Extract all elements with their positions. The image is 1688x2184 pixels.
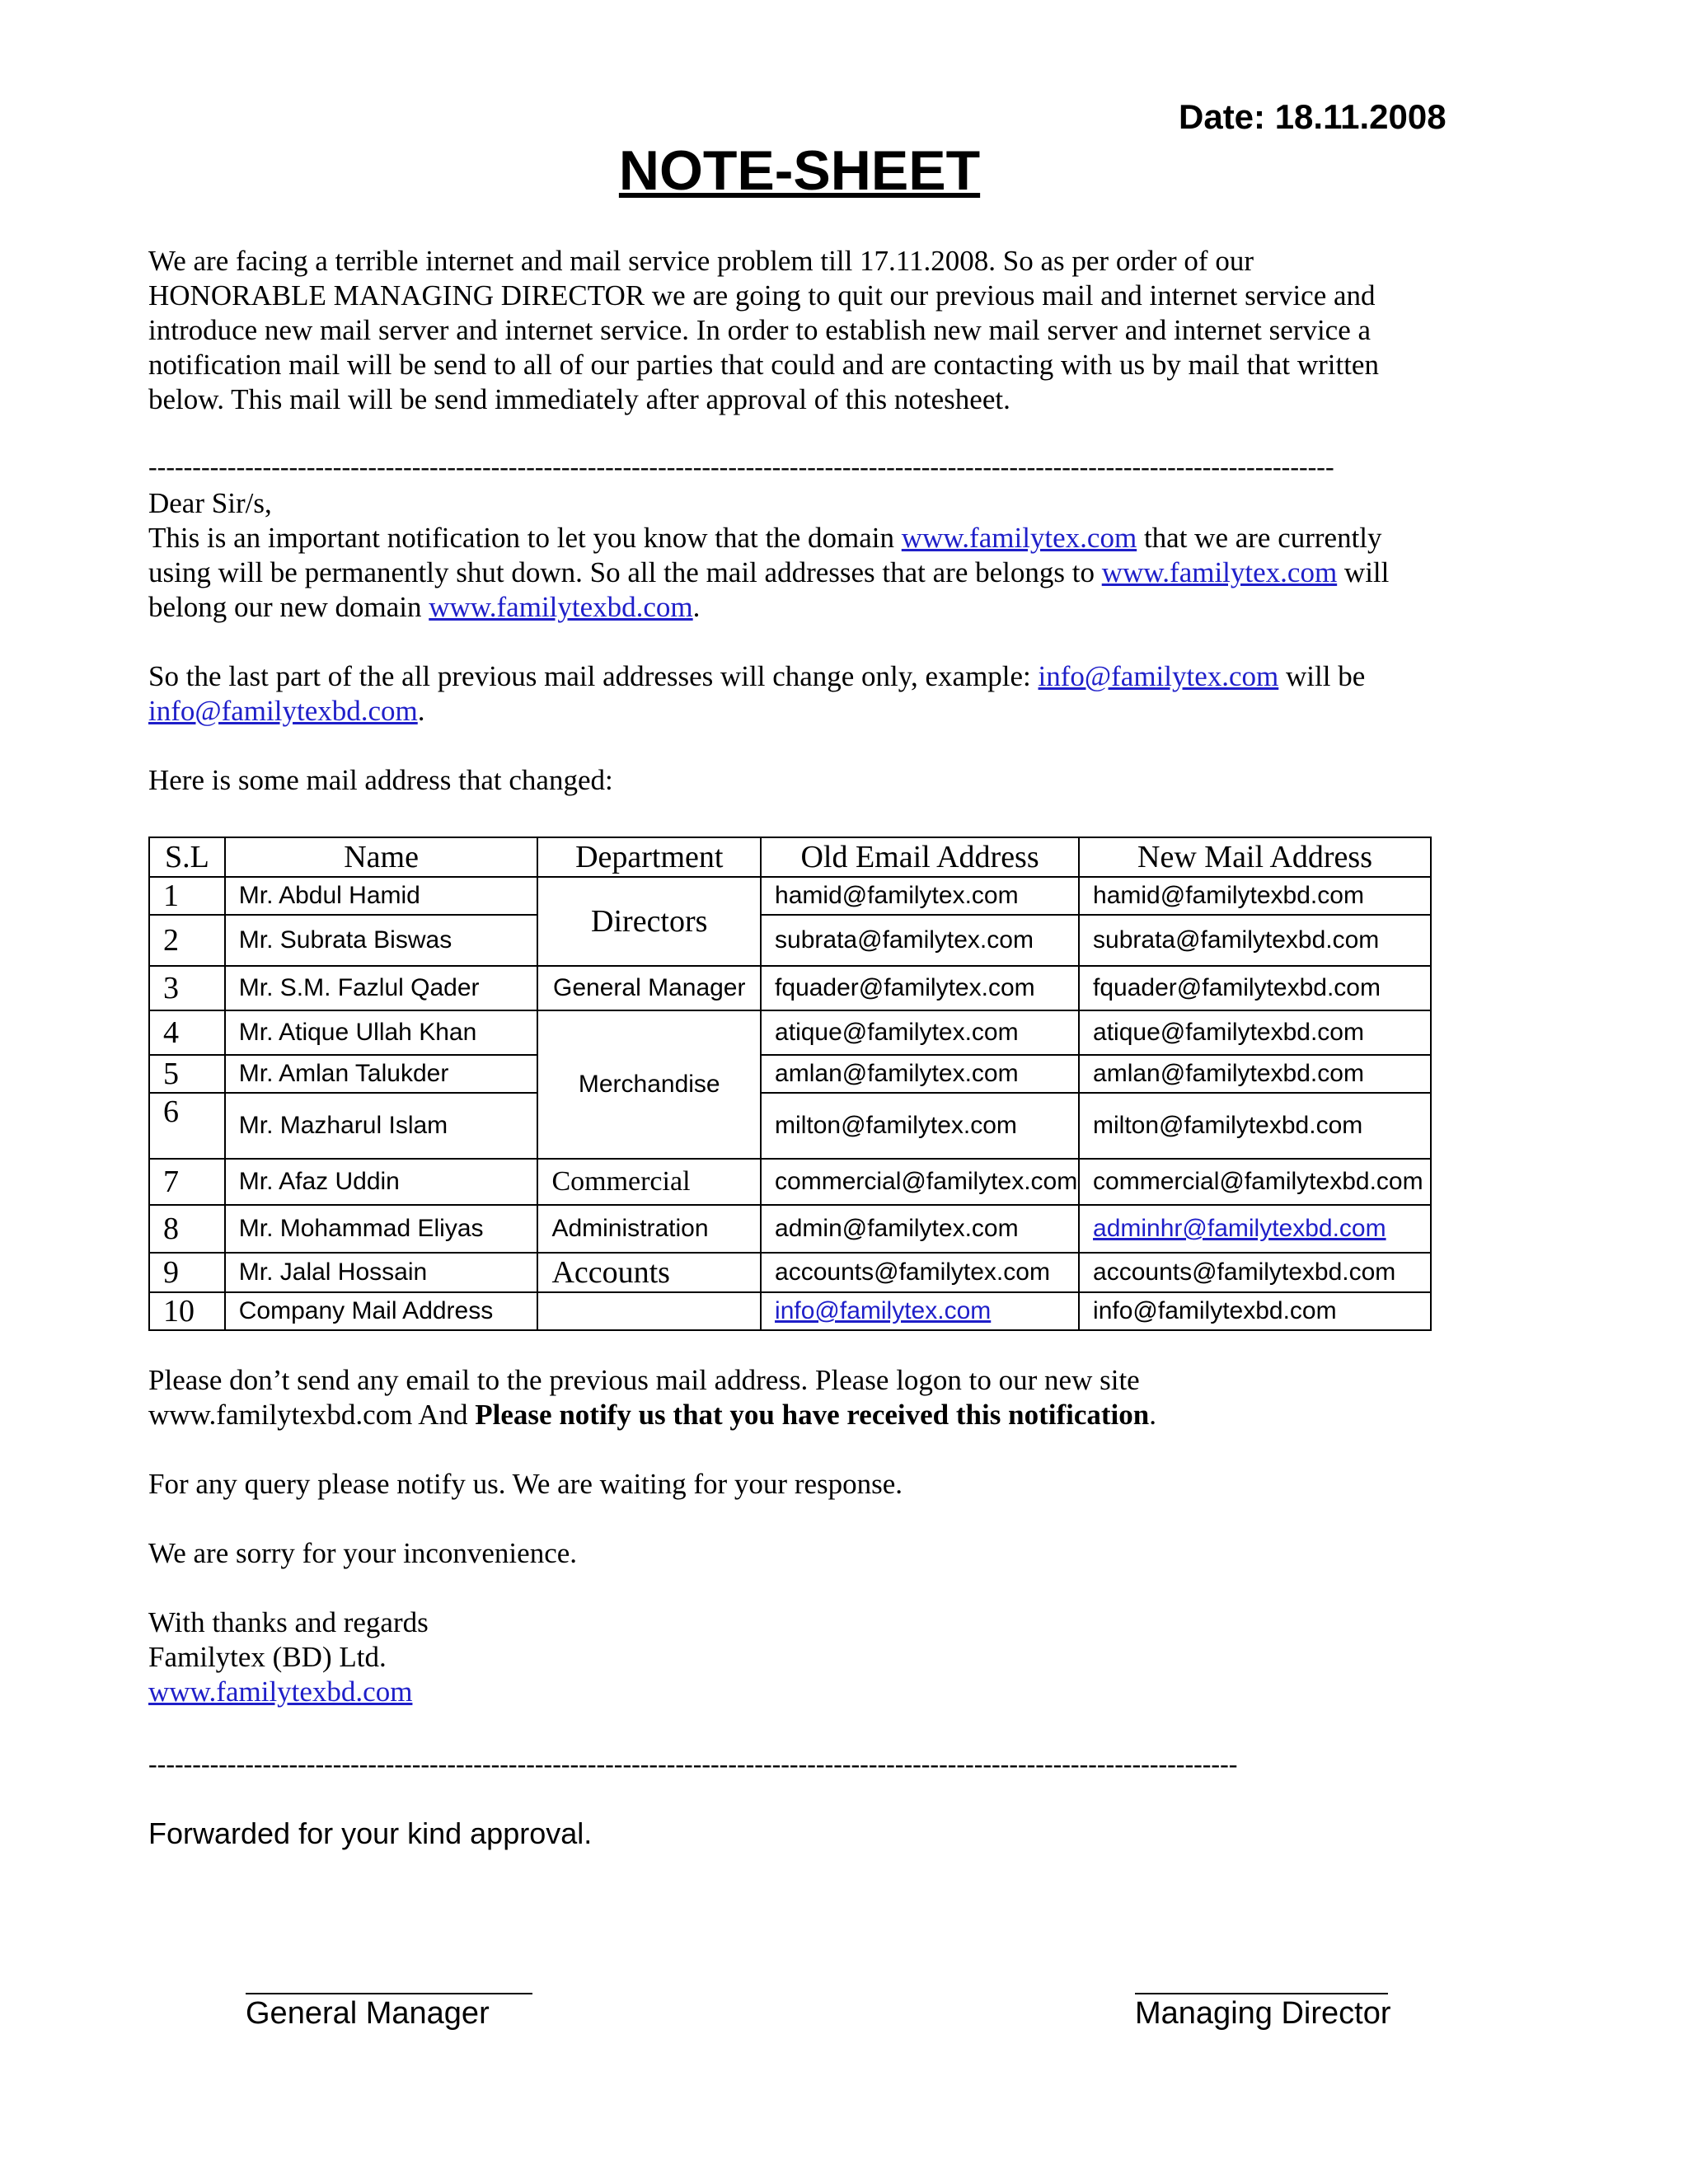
new-email-cell: accounts@familytexbd.com <box>1079 1253 1431 1292</box>
old-email-cell: admin@familytex.com <box>761 1205 1079 1253</box>
sl-cell: 4 <box>149 1010 225 1055</box>
header-sl: S.L <box>149 837 225 877</box>
signature-managing-director: Managing Director <box>1135 1996 1391 2031</box>
name-cell: Mr. Afaz Uddin <box>225 1159 538 1205</box>
table-row <box>149 1253 1431 1292</box>
name-cell: Mr. Subrata Biswas <box>225 915 538 966</box>
intro-line: HONORABLE MANAGING DIRECTOR we are going to quit our previous mail and internet service and <box>148 279 1376 312</box>
department-cell: Commercial <box>537 1159 761 1205</box>
text: . <box>1149 1399 1156 1431</box>
website-link <box>148 1675 1451 1709</box>
text: belong our new domain <box>148 591 429 623</box>
intro-line: below. This mail will be send immediately after approval of this notesheet. <box>148 383 1010 415</box>
department-cell <box>537 1292 761 1330</box>
letter-body <box>148 486 1451 798</box>
letter-line <box>148 694 1451 729</box>
name-cell: Mr. Jalal Hossain <box>225 1253 538 1292</box>
intro-line: introduce new mail server and internet service. In order to establish new mail server and internet service a <box>148 314 1372 346</box>
text: So the last part of the all previous mail addresses will change only, example: <box>148 660 1039 692</box>
department-cell: Merchandise <box>537 1010 761 1159</box>
sl-cell: 7 <box>149 1159 225 1205</box>
name-cell: Mr. Mohammad Eliyas <box>225 1205 538 1253</box>
name-cell: Company Mail Address <box>225 1292 538 1330</box>
text: using will be permanently shut down. So all the mail addresses that are belongs to <box>148 556 1102 588</box>
name-cell: Mr. Mazharul Islam <box>225 1093 538 1159</box>
letter-line <box>148 521 1451 555</box>
old-email-cell: subrata@familytex.com <box>761 915 1079 966</box>
text: . <box>692 591 701 623</box>
new-email-cell: hamid@familytexbd.com <box>1079 877 1431 915</box>
sl-cell: 9 <box>149 1253 225 1292</box>
letter-line <box>148 590 1451 625</box>
text: will be <box>1278 660 1366 692</box>
sl-cell: 6 <box>149 1093 225 1159</box>
closing-body <box>148 1363 1451 1709</box>
letter-line <box>148 555 1451 590</box>
header-department: Department <box>537 837 761 877</box>
adminhr-email-link[interactable]: adminhr@familytexbd.com <box>1093 1215 1386 1242</box>
new-email-cell: atique@familytexbd.com <box>1079 1010 1431 1055</box>
sl-cell: 2 <box>149 915 225 966</box>
website-link-text[interactable]: www.familytexbd.com <box>148 1675 413 1708</box>
closing-line: For any query please notify us. We are waiting for your response. <box>148 1468 903 1500</box>
name-cell: Mr. S.M. Fazlul Qader <box>225 966 538 1010</box>
sl-cell: 3 <box>149 966 225 1010</box>
old-email-cell: commercial@familytex.com <box>761 1159 1079 1205</box>
intro-paragraph <box>148 244 1451 417</box>
sl-cell: 5 <box>149 1055 225 1093</box>
regards: With thanks and regards <box>148 1606 429 1638</box>
old-email-cell: milton@familytex.com <box>761 1093 1079 1159</box>
intro-line: We are facing a terrible internet and mail service problem till 17.11.2008. So as per order of our <box>148 245 1254 277</box>
table-row <box>149 877 1431 915</box>
table-row <box>149 1010 1431 1055</box>
example-new-email-link[interactable]: info@familytexbd.com <box>148 695 418 727</box>
table-row <box>149 1292 1431 1330</box>
intro-line: notification mail will be send to all of our parties that could and are contacting with us by mail that written <box>148 349 1379 381</box>
company-name: Familytex (BD) Ltd. <box>148 1641 387 1673</box>
date: Date: 18.11.2008 <box>1179 97 1447 136</box>
page-title: NOTE-SHEET <box>618 139 981 202</box>
familytexbd-link[interactable]: www.familytexbd.com <box>429 591 693 623</box>
text: This is an important notification to let you know that the domain <box>148 522 902 554</box>
example-old-email-link[interactable]: info@familytex.com <box>1038 660 1279 692</box>
old-email-cell: accounts@familytex.com <box>761 1253 1079 1292</box>
text: www.familytexbd.com And <box>148 1399 476 1431</box>
sl-cell: 1 <box>149 877 225 915</box>
text: will <box>1337 556 1390 588</box>
table-row <box>149 1159 1431 1205</box>
new-email-cell: fquader@familytexbd.com <box>1079 966 1431 1010</box>
new-email-cell: info@familytexbd.com <box>1079 1292 1431 1330</box>
forward-note: Forwarded for your kind approval. <box>148 1816 593 1850</box>
department-cell: General Manager <box>537 966 761 1010</box>
new-email-cell: subrata@familytexbd.com <box>1079 915 1431 966</box>
name-cell: Mr. Atique Ullah Khan <box>225 1010 538 1055</box>
text: that we are currently <box>1137 522 1382 554</box>
notify-text: Please notify us that you have received this notification <box>475 1399 1150 1431</box>
old-email-cell <box>761 1292 1079 1330</box>
salutation: Dear Sir/s, <box>148 487 272 519</box>
email-change-table <box>148 837 1432 1331</box>
table-row <box>149 915 1431 966</box>
signature-line-right <box>1135 1993 1388 1994</box>
table-row <box>149 1055 1431 1093</box>
old-email-cell: amlan@familytex.com <box>761 1055 1079 1093</box>
signature-general-manager: General Manager <box>246 1996 490 2031</box>
table-row <box>149 1093 1431 1159</box>
closing-line <box>148 1398 1451 1432</box>
letter-line: Here is some mail address that changed: <box>148 764 613 796</box>
new-email-cell: amlan@familytexbd.com <box>1079 1055 1431 1093</box>
info-email-link[interactable]: info@familytex.com <box>775 1297 992 1324</box>
name-cell: Mr. Amlan Talukder <box>225 1055 538 1093</box>
familytex-link[interactable]: www.familytex.com <box>1101 556 1338 588</box>
signature-line-left <box>246 1993 532 1994</box>
header-name: Name <box>225 837 538 877</box>
old-email-cell: atique@familytex.com <box>761 1010 1079 1055</box>
department-cell: Administration <box>537 1205 761 1253</box>
sl-cell: 10 <box>149 1292 225 1330</box>
old-email-cell: fquader@familytex.com <box>761 966 1079 1010</box>
new-email-cell <box>1079 1205 1431 1253</box>
table-header-row <box>149 837 1431 877</box>
separator: ---------------------------------------------------------------------------------------------------------------------------- <box>148 1749 1238 1779</box>
familytex-link[interactable]: www.familytex.com <box>901 522 1137 554</box>
name-cell: Mr. Abdul Hamid <box>225 877 538 915</box>
letter-line <box>148 659 1451 694</box>
closing-line: Please don’t send any email to the previous mail address. Please logon to our new site <box>148 1364 1140 1396</box>
sl-cell: 8 <box>149 1205 225 1253</box>
old-email-cell: hamid@familytex.com <box>761 877 1079 915</box>
header-old-email: Old Email Address <box>761 837 1079 877</box>
separator: --------------------------------------------------------------------------------------------------------------------------------------- <box>148 452 1334 481</box>
table-row <box>149 966 1431 1010</box>
new-email-cell: commercial@familytexbd.com <box>1079 1159 1431 1205</box>
header-new-email: New Mail Address <box>1079 837 1431 877</box>
closing-line: We are sorry for your inconvenience. <box>148 1537 578 1569</box>
table-row <box>149 1205 1431 1253</box>
new-email-cell: milton@familytexbd.com <box>1079 1093 1431 1159</box>
text: . <box>417 695 425 727</box>
department-cell: Directors <box>537 877 761 966</box>
department-cell: Accounts <box>537 1253 761 1292</box>
